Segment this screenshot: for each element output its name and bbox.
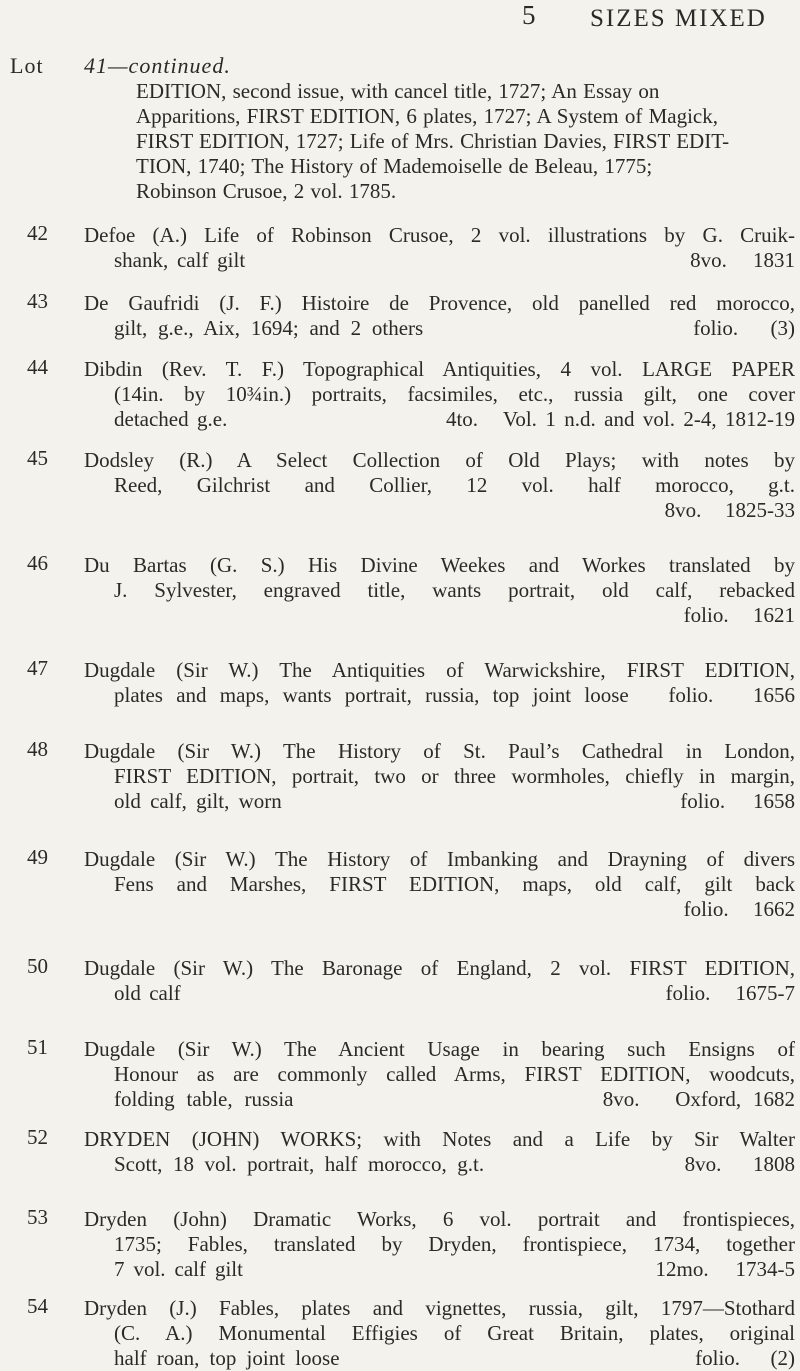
lot-description-line: De Gaufridi (J. F.) Histoire de Provence, old panelled red morocco, <box>84 291 795 315</box>
continuation-line: FIRST EDITION, 1727; Life of Mrs. Christian Davies, FIRST EDIT- <box>136 129 730 153</box>
lot-description <box>84 658 795 708</box>
lot-description <box>84 847 795 922</box>
lot-description <box>84 956 795 1006</box>
lot-description <box>84 223 795 273</box>
lot-description-line: folio. 1621 <box>114 603 795 627</box>
lot-number: 43 <box>27 289 48 313</box>
lot-description-line: folding table, russia 8vo. Oxford, 1682 <box>114 1087 795 1111</box>
lot-description-line: Dryden (J.) Fables, plates and vignettes, russia, gilt, 1797—Stothard <box>84 1296 795 1320</box>
lot-description-line: Dryden (John) Dramatic Works, 6 vol. portrait and frontispieces, <box>84 1207 795 1231</box>
lot-heading-label: Lot <box>10 53 44 78</box>
continuation-line: EDITION, second issue, with cancel title, 1727; An Essay on <box>136 79 660 103</box>
lot-description-line: gilt, g.e., Aix, 1694; and 2 others folio. (3) <box>114 316 795 340</box>
lot-description-line: shank, calf gilt 8vo. 1831 <box>114 248 795 272</box>
lot-number: 47 <box>27 656 48 680</box>
lot-description-line: detached g.e. 4to. Vol. 1 n.d. and vol. 2-4, 1812-19 <box>114 407 795 431</box>
lot-description <box>84 1037 795 1112</box>
lot-number: 53 <box>27 1205 48 1229</box>
lot-description-line: Fens and Marshes, FIRST EDITION, maps, old calf, gilt back <box>114 872 795 896</box>
lot-description-line: Reed, Gilchrist and Collier, 12 vol. half morocco, g.t. <box>114 473 795 497</box>
continuation-line: Apparitions, FIRST EDITION, 6 plates, 1727; A System of Magick, <box>136 104 718 128</box>
lot-number: 48 <box>27 737 48 761</box>
lot-number: 46 <box>27 551 48 575</box>
continuation-line: TION, 1740; The History of Mademoiselle de Beleau, 1775; <box>136 154 653 178</box>
lot-description-line: (C. A.) Monumental Effigies of Great Britain, plates, original <box>114 1321 795 1345</box>
lot-description-line: Dugdale (Sir W.) The History of Imbanking and Drayning of divers <box>84 847 795 871</box>
lot-description <box>84 357 795 432</box>
lot-description-line: Dugdale (Sir W.) The Antiquities of Warwickshire, FIRST EDITION, <box>84 658 795 682</box>
lot-description-line: Honour as are commonly called Arms, FIRST EDITION, woodcuts, <box>114 1062 795 1086</box>
lot-description <box>84 291 795 341</box>
lot-number: 45 <box>27 446 48 470</box>
continuation-line: Robinson Crusoe, 2 vol. 1785. <box>136 179 397 203</box>
lot-description-line: Dodsley (R.) A Select Collection of Old Plays; with notes by <box>84 448 795 472</box>
lot-description <box>84 739 795 814</box>
lot-description-line: half roan, top joint loose folio. (2) <box>114 1346 795 1370</box>
lot-description-line: Scott, 18 vol. portrait, half morocco, g.t. 8vo. 1808 <box>114 1152 795 1176</box>
lot-description-line: 8vo. 1825-33 <box>114 498 795 522</box>
lot-description <box>84 1127 795 1177</box>
lot-description-line: DRYDEN (JOHN) WORKS; with Notes and a Life by Sir Walter <box>84 1127 795 1151</box>
page-number: 5 <box>522 0 536 30</box>
lot-number: 44 <box>27 355 48 379</box>
lot-description-line: Du Bartas (G. S.) His Divine Weekes and Workes translated by <box>84 553 795 577</box>
lot-description-line: Dugdale (Sir W.) The History of St. Paul’s Cathedral in London, <box>84 739 795 763</box>
lot-description-line: J. Sylvester, engraved title, wants portrait, old calf, rebacked <box>114 578 795 602</box>
lot-description-line: (14in. by 10¾in.) portraits, facsimiles, etc., russia gilt, one cover <box>114 382 795 406</box>
lot-number: 49 <box>27 845 48 869</box>
lot-description <box>84 1296 795 1371</box>
lot-number: 42 <box>27 221 48 245</box>
lot-description-line: Dugdale (Sir W.) The Baronage of England, 2 vol. FIRST EDITION, <box>84 956 795 980</box>
running-head: SIZES MIXED <box>590 5 767 32</box>
lot-description <box>84 1207 795 1282</box>
lot-description-line: FIRST EDITION, portrait, two or three wormholes, chiefly in margin, <box>114 764 795 788</box>
lot-number: 51 <box>27 1035 48 1059</box>
lot-description-line: old calf, gilt, worn folio. 1658 <box>114 789 795 813</box>
lot-number: 54 <box>27 1294 48 1318</box>
lot-description-line: folio. 1662 <box>114 897 795 921</box>
lot-description <box>84 553 795 628</box>
lot-description-line: plates and maps, wants portrait, russia, top joint loose folio. 1656 <box>114 683 795 707</box>
lot-description-line: Dugdale (Sir W.) The Ancient Usage in bearing such Ensigns of <box>84 1037 795 1061</box>
lot-description-line: old calf folio. 1675-7 <box>114 981 795 1005</box>
lot-description-line: 1735; Fables, translated by Dryden, frontispiece, 1734, together <box>114 1232 795 1256</box>
continuation-text <box>136 79 795 204</box>
lot-description <box>84 448 795 523</box>
lot-description-line: 7 vol. calf gilt 12mo. 1734-5 <box>114 1257 795 1281</box>
lot-description-line: Defoe (A.) Life of Robinson Crusoe, 2 vol. illustrations by G. Cruik- <box>84 223 795 247</box>
lot-number: 52 <box>27 1125 48 1149</box>
lot-description-line: Dibdin (Rev. T. F.) Topographical Antiquities, 4 vol. LARGE PAPER <box>84 357 795 381</box>
lot-number: 50 <box>27 954 48 978</box>
lot-heading-continued: 41—continued. <box>84 53 231 78</box>
